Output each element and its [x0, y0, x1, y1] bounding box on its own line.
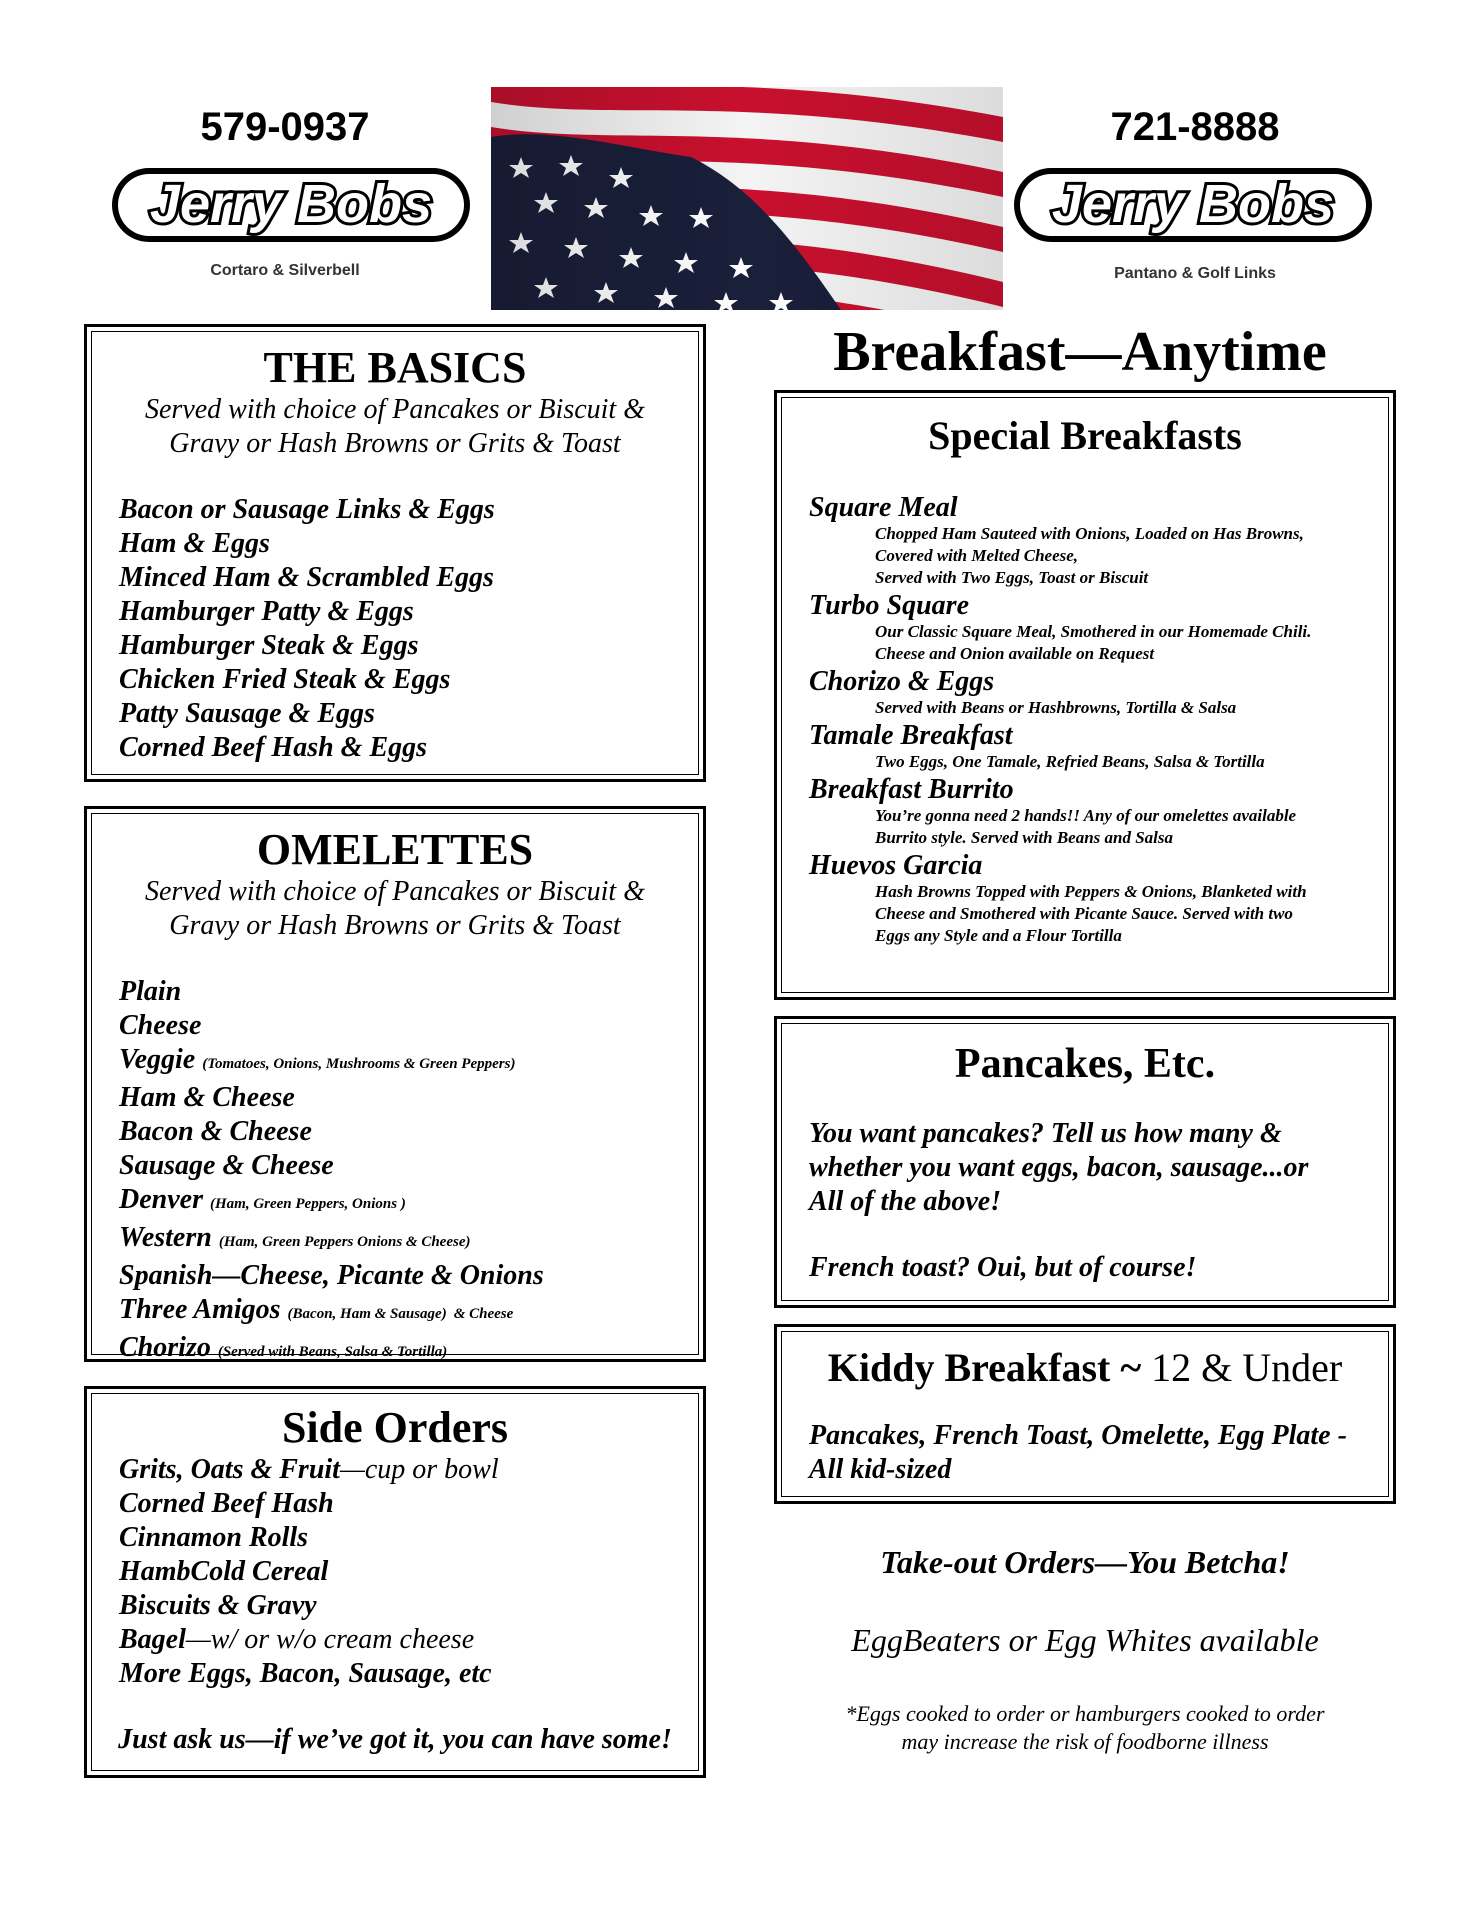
warning-line1: *Eggs cooked to order or hamburgers cooked to order — [845, 1701, 1325, 1726]
omelette-name: Ham & Cheese — [119, 1082, 295, 1113]
list-item — [119, 1009, 703, 1043]
list-item — [119, 1149, 703, 1183]
omelettes-subtitle-line1: Served with choice of Pancakes or Biscuit & — [145, 876, 645, 907]
side-name: HambCold Cereal — [119, 1556, 329, 1587]
list-item — [119, 1657, 703, 1691]
warning-line2: may increase the risk of foodborne illness — [901, 1729, 1269, 1754]
omelettes-subtitle-line2: Gravy or Hash Browns or Grits & Toast — [169, 910, 621, 941]
special-item-desc: Our Classic Square Meal, Smothered in our Homemade Chili. — [875, 622, 1312, 641]
kiddy-title-rest: 12 & Under — [1141, 1345, 1343, 1390]
side-name: Biscuits & Gravy — [119, 1590, 317, 1621]
right-logo — [1008, 160, 1378, 250]
list-item: Corned Beef Hash & Eggs — [119, 732, 428, 763]
omelette-note: (Served with Beans, Salsa & Tortilla) — [217, 1344, 448, 1360]
special-item-name: Square Meal — [809, 492, 958, 523]
list-item: Hamburger Steak & Eggs — [119, 630, 419, 661]
pancakes-section — [774, 1016, 1396, 1308]
right-location: Pantano & Golf Links — [1114, 265, 1276, 282]
list-item — [119, 1043, 703, 1081]
special-item-desc: You’re gonna need 2 hands!! Any of our omelettes available — [875, 806, 1297, 825]
pancakes-line3: All of the above! — [809, 1186, 1002, 1217]
list-item — [119, 975, 703, 1009]
list-item: Patty Sausage & Eggs — [119, 698, 375, 729]
list-item — [119, 1589, 703, 1623]
special-item-desc: Covered with Melted Cheese, — [875, 546, 1079, 565]
left-location: Cortaro & Silverbell — [210, 262, 360, 279]
list-item — [119, 1521, 703, 1555]
kiddy-title — [777, 1343, 1393, 1393]
list-item: Chicken Fried Steak & Eggs — [119, 664, 451, 695]
special-item-desc: Burrito style. Served with Beans and Salsa — [875, 828, 1174, 847]
foodborne-warning — [760, 1700, 1410, 1756]
breakfast-anytime-heading: Breakfast—Anytime — [833, 321, 1327, 383]
left-logo — [106, 160, 476, 250]
side-name: Grits, Oats & Fruit — [119, 1454, 340, 1485]
american-flag-image — [491, 87, 1003, 310]
special-item-name: Turbo Square — [809, 590, 970, 621]
basics-subtitle-line1: Served with choice of Pancakes or Biscuit & — [145, 394, 645, 425]
left-phone-number: 579-0937 — [200, 105, 370, 149]
omelettes-section — [84, 806, 706, 1362]
list-item — [119, 1221, 703, 1259]
omelette-note: (Tomatoes, Onions, Mushrooms & Green Peppers) — [202, 1056, 516, 1072]
list-item: Ham & Eggs — [119, 528, 270, 559]
kiddy-line2: All kid-sized — [809, 1454, 952, 1485]
right-phone-number: 721-8888 — [1110, 105, 1280, 149]
list-item — [119, 1293, 703, 1331]
list-item — [119, 1115, 703, 1149]
omelette-name: Western — [119, 1222, 212, 1253]
list-item: Bacon or Sausage Links & Eggs — [119, 494, 495, 525]
special-item-desc: Hash Browns Topped with Peppers & Onions, Blanketed with — [875, 882, 1307, 901]
omelette-note: (Ham, Green Peppers, Onions ) — [209, 1196, 406, 1212]
list-item — [119, 1081, 703, 1115]
omelette-name: Spanish—Cheese, Picante & Onions — [119, 1260, 544, 1291]
omelette-name: Bacon & Cheese — [119, 1116, 312, 1147]
list-item — [119, 1453, 703, 1487]
list-item — [119, 1259, 703, 1293]
kiddy-title-bold: Kiddy Breakfast ~ — [827, 1345, 1142, 1390]
special-item-desc: Eggs any Style and a Flour Tortilla — [875, 926, 1122, 945]
list-item — [119, 1623, 703, 1657]
kiddy-breakfast-section — [774, 1324, 1396, 1504]
side-orders-title: Side Orders — [281, 1403, 509, 1452]
special-item-desc: Two Eggs, One Tamale, Refried Beans, Salsa & Tortilla — [875, 752, 1265, 771]
omelette-name: Chorizo — [119, 1332, 211, 1363]
omelette-name: Sausage & Cheese — [119, 1150, 334, 1181]
omelette-name: Three Amigos — [119, 1294, 281, 1325]
side-name: Cinnamon Rolls — [119, 1522, 309, 1553]
omelette-name: Cheese — [119, 1010, 202, 1041]
side-orders-footer: Just ask us—if we’ve got it, you can have some! — [118, 1724, 672, 1755]
omelette-name: Denver — [119, 1184, 203, 1215]
special-item-name: Tamale Breakfast — [809, 720, 1013, 751]
side-orders-section — [84, 1386, 706, 1778]
kiddy-line1: Pancakes, French Toast, Omelette, Egg Plate - — [809, 1420, 1347, 1451]
side-name: Corned Beef Hash — [119, 1488, 334, 1519]
special-item-desc: Served with Beans or Hashbrowns, Tortilla & Salsa — [875, 698, 1237, 717]
special-breakfasts-section — [774, 390, 1396, 1000]
pancakes-line4: French toast? Oui, but of course! — [809, 1252, 1197, 1283]
pancakes-title: Pancakes, Etc. — [954, 1041, 1216, 1087]
basics-subtitle-line2: Gravy or Hash Browns or Grits & Toast — [169, 428, 621, 459]
special-item-desc: Cheese and Smothered with Picante Sauce. Served with two — [875, 904, 1293, 923]
list-item: Minced Ham & Scrambled Eggs — [119, 562, 494, 593]
list-item — [119, 1183, 703, 1221]
special-item-desc: Served with Two Eggs, Toast or Biscuit — [875, 568, 1149, 587]
right-logo-text: Jerry Bobs — [1051, 174, 1335, 234]
side-name: More Eggs, Bacon, Sausage, etc — [119, 1658, 492, 1689]
special-item-name: Breakfast Burrito — [809, 774, 1014, 805]
special-item-name: Chorizo & Eggs — [809, 666, 995, 697]
special-item-desc: Cheese and Onion available on Request — [875, 644, 1155, 663]
omelette-tail: & Cheese — [453, 1306, 514, 1322]
side-extra: —cup or bowl — [339, 1454, 499, 1485]
special-item-name: Huevos Garcia — [809, 850, 983, 881]
basics-title: THE BASICS — [263, 343, 527, 392]
omelette-note: (Ham, Green Peppers Onions & Cheese) — [218, 1234, 471, 1250]
left-logo-text: Jerry Bobs — [149, 174, 433, 234]
list-item — [119, 1331, 703, 1369]
omelette-name: Veggie — [119, 1044, 196, 1075]
omelette-name: Plain — [119, 976, 182, 1007]
special-breakfasts-title: Special Breakfasts — [928, 413, 1242, 458]
list-item: Hamburger Patty & Eggs — [119, 596, 414, 627]
eggbeaters-note: EggBeaters or Egg Whites available — [851, 1622, 1319, 1658]
special-item-desc: Chopped Ham Sauteed with Onions, Loaded on Has Browns, — [875, 524, 1304, 543]
list-item — [119, 1555, 703, 1589]
list-item — [119, 1487, 703, 1521]
side-name: Bagel — [119, 1624, 186, 1655]
takeout-note: Take-out Orders—You Betcha! — [880, 1544, 1290, 1580]
pancakes-line1: You want pancakes? Tell us how many & — [809, 1118, 1282, 1149]
side-extra: —w/ or w/o cream cheese — [185, 1624, 475, 1655]
basics-section — [84, 324, 706, 782]
omelette-note: (Bacon, Ham & Sausage) — [287, 1306, 447, 1322]
omelettes-title: OMELETTES — [256, 825, 534, 874]
pancakes-line2: whether you want eggs, bacon, sausage...or — [809, 1152, 1309, 1183]
